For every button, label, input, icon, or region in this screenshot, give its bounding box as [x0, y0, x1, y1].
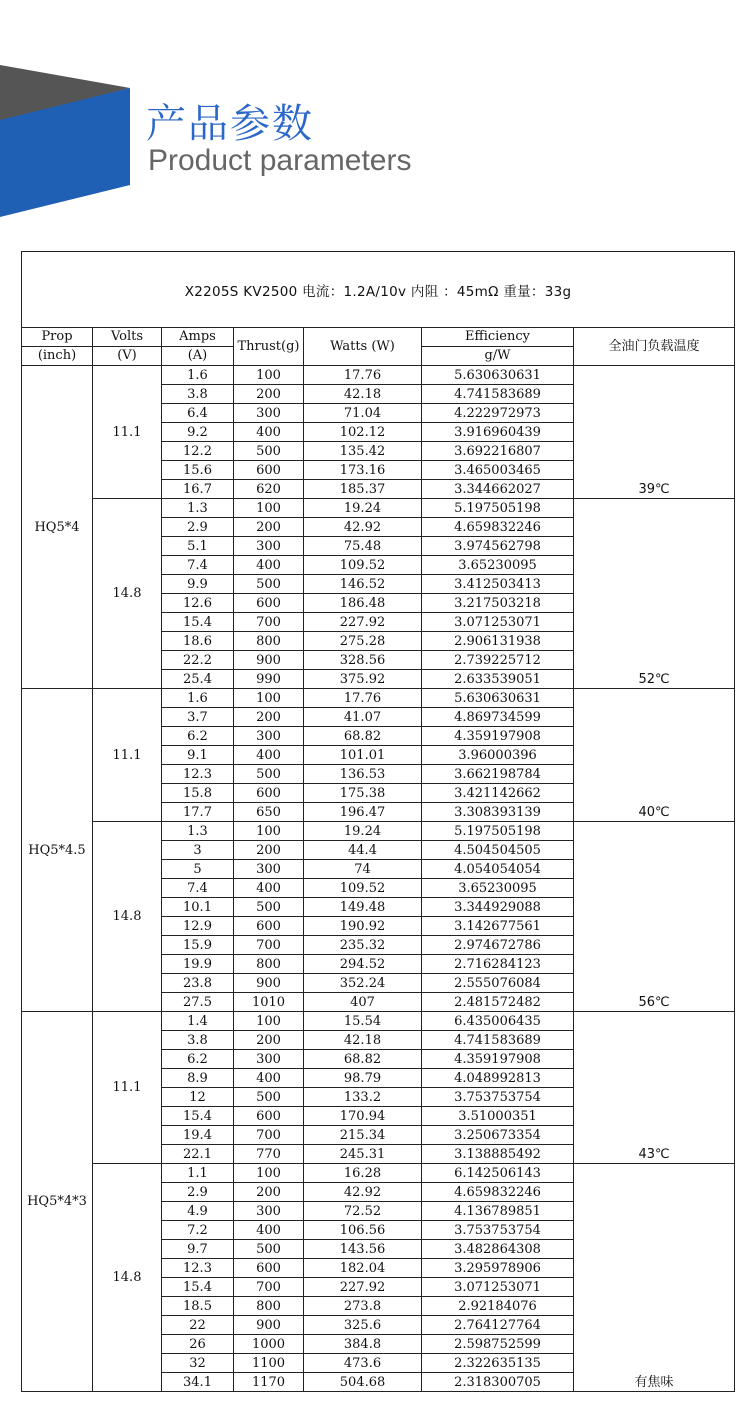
amps-cell: 9.7 — [162, 1240, 234, 1259]
thrust-cell: 300 — [234, 1202, 304, 1221]
efficiency-cell: 4.359197908 — [422, 727, 574, 746]
watts-cell: 101.01 — [304, 746, 422, 765]
thrust-cell: 500 — [234, 1088, 304, 1107]
watts-cell: 235.32 — [304, 936, 422, 955]
watts-cell: 170.94 — [304, 1107, 422, 1126]
thrust-cell: 200 — [234, 385, 304, 404]
amps-cell: 15.4 — [162, 1278, 234, 1297]
table-row — [22, 499, 735, 518]
prop-cell: HQ5*4.5 — [22, 689, 93, 1012]
thrust-cell: 100 — [234, 1012, 304, 1031]
watts-cell: 109.52 — [304, 879, 422, 898]
amps-cell: 9.1 — [162, 746, 234, 765]
temperature-cell: 有焦味 — [574, 1164, 735, 1392]
efficiency-cell: 4.741583689 — [422, 385, 574, 404]
efficiency-cell: 4.504504505 — [422, 841, 574, 860]
col-amps-header: Amps — [162, 328, 234, 347]
amps-cell: 5 — [162, 860, 234, 879]
efficiency-cell: 3.974562798 — [422, 537, 574, 556]
table-caption: X2205S KV2500 电流：1.2A/10v 内阻 ：45mΩ 重量：33g — [22, 252, 735, 328]
watts-cell: 68.82 — [304, 727, 422, 746]
col-temperature-header: 全油门负载温度 — [574, 328, 735, 366]
thrust-cell: 100 — [234, 366, 304, 385]
amps-cell: 18.6 — [162, 632, 234, 651]
amps-cell: 10.1 — [162, 898, 234, 917]
watts-cell: 16.28 — [304, 1164, 422, 1183]
watts-cell: 175.38 — [304, 784, 422, 803]
efficiency-cell: 4.054054054 — [422, 860, 574, 879]
watts-cell: 19.24 — [304, 499, 422, 518]
thrust-cell: 700 — [234, 1278, 304, 1297]
col-efficiency-header: Efficiency — [422, 328, 574, 347]
efficiency-cell: 3.344662027 — [422, 480, 574, 499]
amps-cell: 6.2 — [162, 1050, 234, 1069]
efficiency-cell: 2.906131938 — [422, 632, 574, 651]
efficiency-cell: 3.465003465 — [422, 461, 574, 480]
thrust-cell: 500 — [234, 442, 304, 461]
col-prop-unit: (inch) — [22, 347, 93, 366]
efficiency-cell: 4.869734599 — [422, 708, 574, 727]
thrust-cell: 400 — [234, 556, 304, 575]
amps-cell: 32 — [162, 1354, 234, 1373]
amps-cell: 25.4 — [162, 670, 234, 689]
watts-cell: 182.04 — [304, 1259, 422, 1278]
efficiency-cell: 4.048992813 — [422, 1069, 574, 1088]
thrust-cell: 400 — [234, 879, 304, 898]
amps-cell: 6.2 — [162, 727, 234, 746]
watts-cell: 19.24 — [304, 822, 422, 841]
efficiency-cell: 3.421142662 — [422, 784, 574, 803]
volts-cell: 11.1 — [93, 689, 162, 822]
temperature-cell: 56℃ — [574, 822, 735, 1012]
efficiency-cell: 3.51000351 — [422, 1107, 574, 1126]
watts-cell: 375.92 — [304, 670, 422, 689]
watts-cell: 135.42 — [304, 442, 422, 461]
watts-cell: 106.56 — [304, 1221, 422, 1240]
thrust-cell: 900 — [234, 974, 304, 993]
col-efficiency-unit: g/W — [422, 347, 574, 366]
watts-cell: 275.28 — [304, 632, 422, 651]
amps-cell: 12 — [162, 1088, 234, 1107]
efficiency-cell: 3.250673354 — [422, 1126, 574, 1145]
efficiency-cell: 2.322635135 — [422, 1354, 574, 1373]
amps-cell: 15.9 — [162, 936, 234, 955]
amps-cell: 15.6 — [162, 461, 234, 480]
amps-cell: 9.9 — [162, 575, 234, 594]
amps-cell: 12.9 — [162, 917, 234, 936]
amps-cell: 1.1 — [162, 1164, 234, 1183]
watts-cell: 44.4 — [304, 841, 422, 860]
efficiency-cell: 3.96000396 — [422, 746, 574, 765]
amps-cell: 1.4 — [162, 1012, 234, 1031]
efficiency-cell: 2.318300705 — [422, 1373, 574, 1392]
thrust-cell: 400 — [234, 423, 304, 442]
col-volts-header: Volts — [93, 328, 162, 347]
col-prop-header: Prop — [22, 328, 93, 347]
thrust-cell: 800 — [234, 955, 304, 974]
watts-cell: 41.07 — [304, 708, 422, 727]
col-volts-unit: (V) — [93, 347, 162, 366]
efficiency-cell: 3.295978906 — [422, 1259, 574, 1278]
efficiency-cell: 5.630630631 — [422, 689, 574, 708]
table-row — [22, 822, 735, 841]
amps-cell: 12.2 — [162, 442, 234, 461]
efficiency-cell: 3.071253071 — [422, 1278, 574, 1297]
efficiency-cell: 3.138885492 — [422, 1145, 574, 1164]
efficiency-cell: 6.435006435 — [422, 1012, 574, 1031]
amps-cell: 16.7 — [162, 480, 234, 499]
thrust-cell: 700 — [234, 1126, 304, 1145]
watts-cell: 273.8 — [304, 1297, 422, 1316]
amps-cell: 4.9 — [162, 1202, 234, 1221]
amps-cell: 19.4 — [162, 1126, 234, 1145]
thrust-cell: 900 — [234, 1316, 304, 1335]
thrust-cell: 500 — [234, 1240, 304, 1259]
watts-cell: 186.48 — [304, 594, 422, 613]
volts-cell: 14.8 — [93, 822, 162, 1012]
efficiency-cell: 3.217503218 — [422, 594, 574, 613]
prop-cell: HQ5*4 — [22, 366, 93, 689]
efficiency-cell: 2.598752599 — [422, 1335, 574, 1354]
temperature-cell: 39℃ — [574, 366, 735, 499]
amps-cell: 5.1 — [162, 537, 234, 556]
efficiency-cell: 2.633539051 — [422, 670, 574, 689]
amps-cell: 15.8 — [162, 784, 234, 803]
volts-cell: 14.8 — [93, 1164, 162, 1392]
watts-cell: 352.24 — [304, 974, 422, 993]
table-row — [22, 1164, 735, 1183]
amps-cell: 3.8 — [162, 1031, 234, 1050]
watts-cell: 294.52 — [304, 955, 422, 974]
watts-cell: 173.16 — [304, 461, 422, 480]
watts-cell: 245.31 — [304, 1145, 422, 1164]
amps-cell: 7.4 — [162, 879, 234, 898]
temperature-cell: 40℃ — [574, 689, 735, 822]
efficiency-cell: 5.197505198 — [422, 822, 574, 841]
amps-cell: 1.3 — [162, 499, 234, 518]
col-thrust-header: Thrust(g) — [234, 328, 304, 366]
amps-cell: 9.2 — [162, 423, 234, 442]
amps-cell: 12.3 — [162, 1259, 234, 1278]
watts-cell: 42.92 — [304, 1183, 422, 1202]
thrust-cell: 600 — [234, 1107, 304, 1126]
watts-cell: 185.37 — [304, 480, 422, 499]
watts-cell: 149.48 — [304, 898, 422, 917]
watts-cell: 109.52 — [304, 556, 422, 575]
watts-cell: 196.47 — [304, 803, 422, 822]
watts-cell: 384.8 — [304, 1335, 422, 1354]
thrust-cell: 400 — [234, 746, 304, 765]
prop-cell: HQ5*4*3 — [22, 1012, 93, 1392]
efficiency-cell: 3.916960439 — [422, 423, 574, 442]
banner-shapes — [0, 0, 750, 240]
thrust-cell: 600 — [234, 461, 304, 480]
efficiency-cell: 3.308393139 — [422, 803, 574, 822]
watts-cell: 146.52 — [304, 575, 422, 594]
watts-cell: 328.56 — [304, 651, 422, 670]
thrust-cell: 600 — [234, 784, 304, 803]
amps-cell: 15.4 — [162, 613, 234, 632]
watts-cell: 136.53 — [304, 765, 422, 784]
efficiency-cell: 4.659832246 — [422, 1183, 574, 1202]
efficiency-cell: 2.481572482 — [422, 993, 574, 1012]
watts-cell: 98.79 — [304, 1069, 422, 1088]
watts-cell: 74 — [304, 860, 422, 879]
watts-cell: 227.92 — [304, 613, 422, 632]
thrust-cell: 600 — [234, 594, 304, 613]
efficiency-cell: 6.142506143 — [422, 1164, 574, 1183]
efficiency-cell: 4.741583689 — [422, 1031, 574, 1050]
amps-cell: 12.3 — [162, 765, 234, 784]
watts-cell: 71.04 — [304, 404, 422, 423]
amps-cell: 22.2 — [162, 651, 234, 670]
temperature-cell: 43℃ — [574, 1012, 735, 1164]
watts-cell: 102.12 — [304, 423, 422, 442]
table-row — [22, 366, 735, 385]
efficiency-cell: 3.753753754 — [422, 1221, 574, 1240]
thrust-cell: 200 — [234, 1031, 304, 1050]
amps-cell: 2.9 — [162, 1183, 234, 1202]
efficiency-cell: 2.92184076 — [422, 1297, 574, 1316]
volts-cell: 11.1 — [93, 1012, 162, 1164]
efficiency-cell: 3.65230095 — [422, 879, 574, 898]
amps-cell: 2.9 — [162, 518, 234, 537]
watts-cell: 133.2 — [304, 1088, 422, 1107]
watts-cell: 75.48 — [304, 537, 422, 556]
table-row — [22, 1012, 735, 1031]
amps-cell: 23.8 — [162, 974, 234, 993]
efficiency-cell: 3.753753754 — [422, 1088, 574, 1107]
amps-cell: 27.5 — [162, 993, 234, 1012]
efficiency-cell: 4.222972973 — [422, 404, 574, 423]
efficiency-cell: 5.630630631 — [422, 366, 574, 385]
thrust-cell: 200 — [234, 708, 304, 727]
page-title-cn: 产品参数 — [146, 101, 314, 147]
thrust-cell: 200 — [234, 1183, 304, 1202]
thrust-cell: 300 — [234, 537, 304, 556]
thrust-cell: 600 — [234, 1259, 304, 1278]
efficiency-cell: 2.555076084 — [422, 974, 574, 993]
amps-cell: 18.5 — [162, 1297, 234, 1316]
thrust-cell: 1170 — [234, 1373, 304, 1392]
watts-cell: 17.76 — [304, 689, 422, 708]
watts-cell: 227.92 — [304, 1278, 422, 1297]
efficiency-cell: 3.412503413 — [422, 575, 574, 594]
amps-cell: 6.4 — [162, 404, 234, 423]
col-watts-header: Watts (W) — [304, 328, 422, 366]
efficiency-cell: 4.659832246 — [422, 518, 574, 537]
thrust-cell: 800 — [234, 1297, 304, 1316]
amps-cell: 17.7 — [162, 803, 234, 822]
amps-cell: 7.4 — [162, 556, 234, 575]
thrust-cell: 1100 — [234, 1354, 304, 1373]
thrust-cell: 770 — [234, 1145, 304, 1164]
thrust-cell: 700 — [234, 936, 304, 955]
thrust-cell: 800 — [234, 632, 304, 651]
thrust-cell: 1000 — [234, 1335, 304, 1354]
thrust-cell: 300 — [234, 1050, 304, 1069]
table-row — [22, 689, 735, 708]
efficiency-cell: 3.344929088 — [422, 898, 574, 917]
header-banner — [0, 0, 750, 240]
thrust-cell: 300 — [234, 727, 304, 746]
thrust-cell: 900 — [234, 651, 304, 670]
thrust-cell: 650 — [234, 803, 304, 822]
efficiency-cell: 4.136789851 — [422, 1202, 574, 1221]
thrust-cell: 1010 — [234, 993, 304, 1012]
amps-cell: 22 — [162, 1316, 234, 1335]
efficiency-cell: 3.662198784 — [422, 765, 574, 784]
watts-cell: 190.92 — [304, 917, 422, 936]
watts-cell: 42.18 — [304, 385, 422, 404]
watts-cell: 68.82 — [304, 1050, 422, 1069]
watts-cell: 473.6 — [304, 1354, 422, 1373]
watts-cell: 42.18 — [304, 1031, 422, 1050]
efficiency-cell: 3.65230095 — [422, 556, 574, 575]
amps-cell: 1.3 — [162, 822, 234, 841]
amps-cell: 15.4 — [162, 1107, 234, 1126]
thrust-cell: 300 — [234, 404, 304, 423]
amps-cell: 7.2 — [162, 1221, 234, 1240]
efficiency-cell: 3.142677561 — [422, 917, 574, 936]
thrust-cell: 100 — [234, 499, 304, 518]
motor-spec-table — [21, 251, 735, 1392]
watts-cell: 15.54 — [304, 1012, 422, 1031]
thrust-cell: 200 — [234, 841, 304, 860]
thrust-cell: 100 — [234, 1164, 304, 1183]
thrust-cell: 700 — [234, 613, 304, 632]
efficiency-cell: 2.739225712 — [422, 651, 574, 670]
efficiency-cell: 3.071253071 — [422, 613, 574, 632]
thrust-cell: 500 — [234, 898, 304, 917]
amps-cell: 3 — [162, 841, 234, 860]
efficiency-cell: 3.482864308 — [422, 1240, 574, 1259]
efficiency-cell: 2.764127764 — [422, 1316, 574, 1335]
amps-cell: 1.6 — [162, 689, 234, 708]
volts-cell: 11.1 — [93, 366, 162, 499]
volts-cell: 14.8 — [93, 499, 162, 689]
thrust-cell: 500 — [234, 575, 304, 594]
thrust-cell: 400 — [234, 1221, 304, 1240]
efficiency-cell: 5.197505198 — [422, 499, 574, 518]
thrust-cell: 100 — [234, 822, 304, 841]
efficiency-cell: 3.692216807 — [422, 442, 574, 461]
thrust-cell: 990 — [234, 670, 304, 689]
amps-cell: 1.6 — [162, 366, 234, 385]
watts-cell: 504.68 — [304, 1373, 422, 1392]
amps-cell: 8.9 — [162, 1069, 234, 1088]
watts-cell: 143.56 — [304, 1240, 422, 1259]
watts-cell: 325.6 — [304, 1316, 422, 1335]
watts-cell: 72.52 — [304, 1202, 422, 1221]
page-title-en: Product parameters — [148, 144, 412, 177]
amps-cell: 3.8 — [162, 385, 234, 404]
watts-cell: 215.34 — [304, 1126, 422, 1145]
thrust-cell: 200 — [234, 518, 304, 537]
thrust-cell: 400 — [234, 1069, 304, 1088]
amps-cell: 22.1 — [162, 1145, 234, 1164]
amps-cell: 3.7 — [162, 708, 234, 727]
amps-cell: 34.1 — [162, 1373, 234, 1392]
watts-cell: 407 — [304, 993, 422, 1012]
watts-cell: 17.76 — [304, 366, 422, 385]
thrust-cell: 620 — [234, 480, 304, 499]
efficiency-cell: 2.716284123 — [422, 955, 574, 974]
amps-cell: 26 — [162, 1335, 234, 1354]
amps-cell: 19.9 — [162, 955, 234, 974]
temperature-cell: 52℃ — [574, 499, 735, 689]
thrust-cell: 100 — [234, 689, 304, 708]
amps-cell: 12.6 — [162, 594, 234, 613]
col-amps-unit: (A) — [162, 347, 234, 366]
thrust-cell: 300 — [234, 860, 304, 879]
efficiency-cell: 2.974672786 — [422, 936, 574, 955]
watts-cell: 42.92 — [304, 518, 422, 537]
thrust-cell: 500 — [234, 765, 304, 784]
efficiency-cell: 4.359197908 — [422, 1050, 574, 1069]
thrust-cell: 600 — [234, 917, 304, 936]
